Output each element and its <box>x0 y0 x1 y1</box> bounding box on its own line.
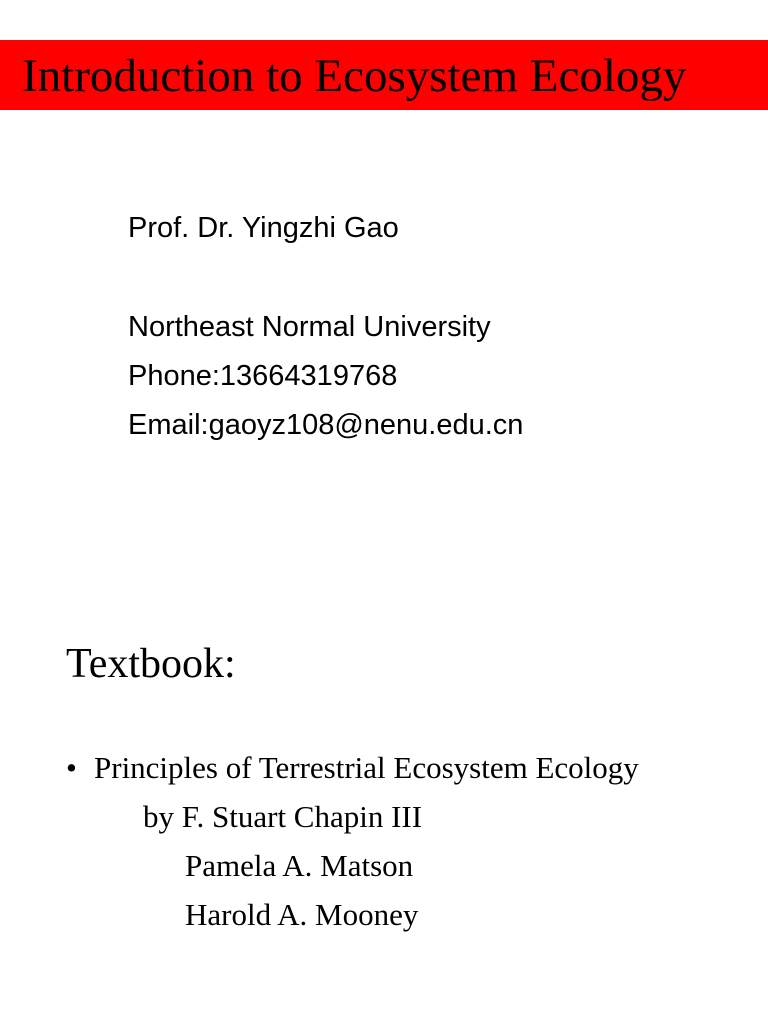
title-bar <box>0 40 768 110</box>
instructor-name: Prof. Dr. Yingzhi Gao <box>128 212 399 244</box>
instructor-university: Northeast Normal University <box>128 311 491 343</box>
book-coauthor: Harold A. Mooney <box>185 897 419 932</box>
instructor-phone: Phone:13664319768 <box>128 360 398 392</box>
book-coauthor: Pamela A. Matson <box>185 848 414 883</box>
book-title: Principles of Terrestrial Ecosystem Ecology <box>94 750 639 785</box>
slide-title: Introduction to Ecosystem Ecology <box>22 50 687 102</box>
book-author-line: by F. Stuart Chapin III <box>143 799 423 834</box>
bullet-icon: • <box>66 750 77 785</box>
textbook-heading: Textbook: <box>66 641 236 687</box>
instructor-email: Email:gaoyz108@nenu.edu.cn <box>128 409 524 441</box>
